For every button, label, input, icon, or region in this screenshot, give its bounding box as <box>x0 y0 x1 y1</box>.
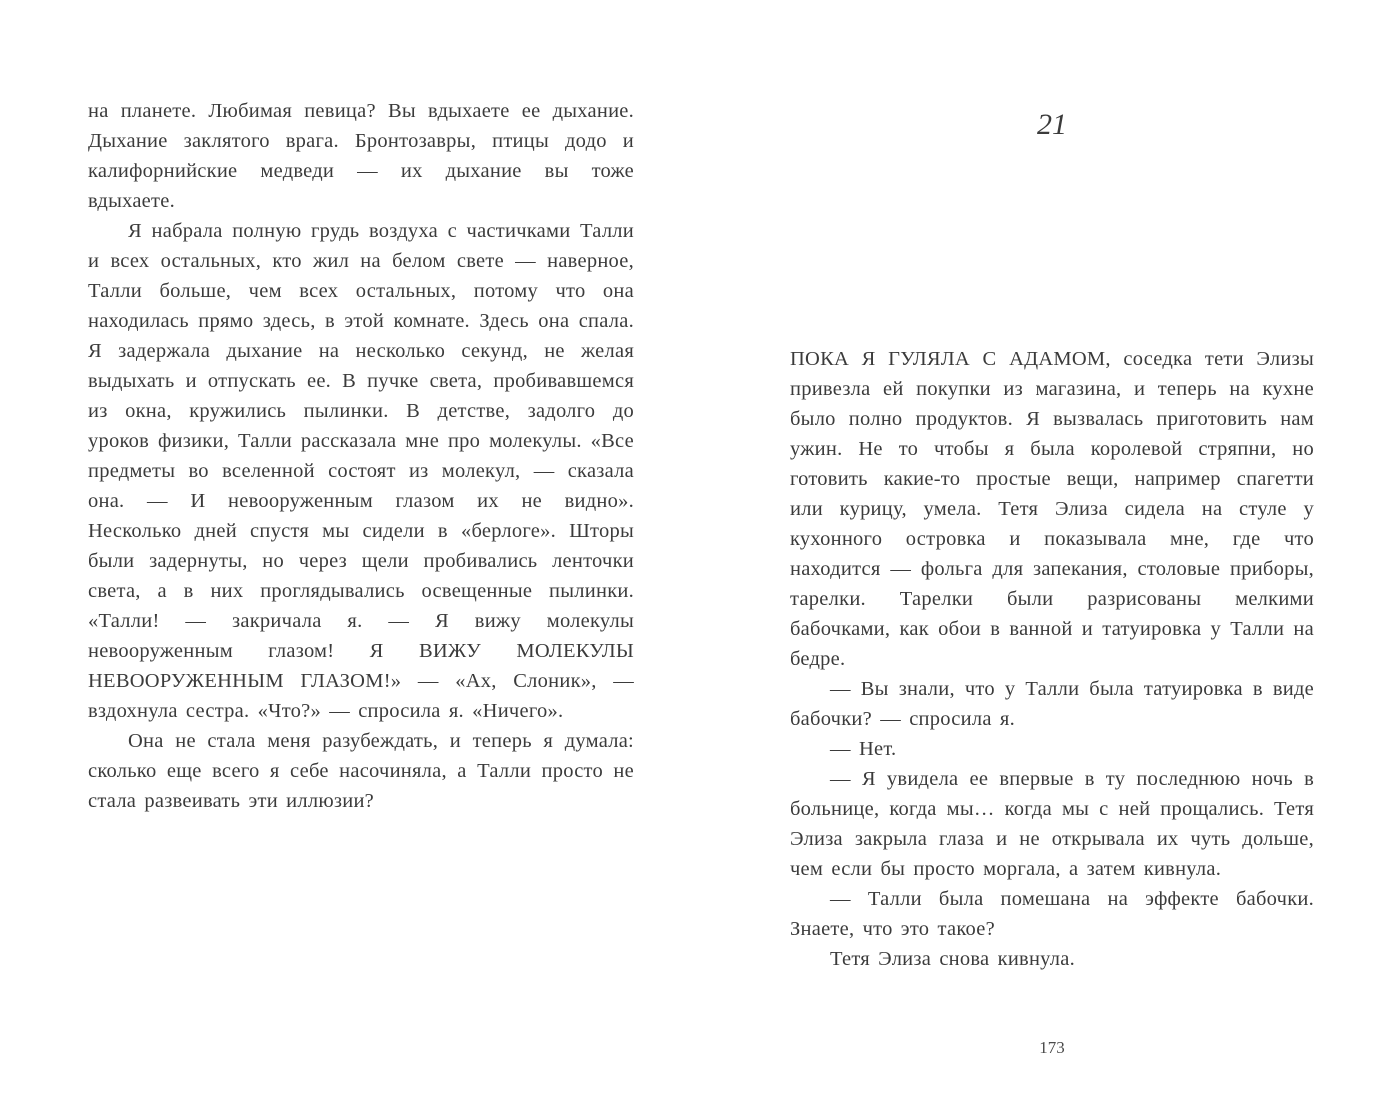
left-page-text <box>88 96 634 816</box>
paragraph: Я набрала полную грудь воздуха с частичками Талли и всех остальных, кто жил на белом свете — наверное, Талли больше, чем всех остальных, потому что она находилась прямо здесь, в этой комнате. Здесь она спала. Я задержала дыхание на несколько секунд, не желая выдыхать и отпускать ее. В пучке света, пробивавшемся из окна, кружились пылинки. В детстве, задолго до уроков физики, Талли рассказала мне про молекулы. «Все предметы во вселенной состоят из молекул, — сказала она. — И невооруженным глазом их не видно». Несколько дней спустя мы сидели в «берлоге». Шторы были задернуты, но через щели пробивались ленточки света, а в них проглядывались освещенные пылинки. «Талли! — закричала я. — Я вижу молекулы невооруженным глазом! Я ВИЖУ МОЛЕКУЛЫ НЕВООРУЖЕННЫМ ГЛАЗОМ!» — «Ах, Слоник», — вздохнула сестра. «Что?» — спросила я. «Ничего». <box>88 220 634 722</box>
paragraph: Она не стала меня разубеждать, и теперь я думала: сколько еще всего я себе насочиняла, а Талли просто не стала развеивать эти иллюзии? <box>88 730 634 812</box>
paragraph: на планете. Любимая певица? Вы вдыхаете ее дыхание. Дыхание заклятого врага. Бронтозавры, птицы додо и калифорнийские медведи — их дыхание вы тоже вдыхаете. <box>88 100 634 212</box>
paragraph: Тетя Элиза снова кивнула. <box>830 948 1075 970</box>
right-page-text <box>790 344 1314 974</box>
chapter-number: 21 <box>1037 108 1067 141</box>
paragraph: — Нет. <box>830 738 897 760</box>
paragraph: — Я увидела ее впервые в ту последнюю ночь в больнице, когда мы… когда мы с ней прощались. Тетя Элиза закрыла глаза и не открывала их чуть дольше, чем если бы просто моргала, а затем кивнула. <box>790 768 1314 880</box>
paragraph: — Талли была помешана на эффекте бабочки. Знаете, что это такое? <box>790 888 1314 940</box>
paragraph: ПОКА Я ГУЛЯЛА С АДАМОМ, соседка тети Элизы привезла ей покупки из магазина, и теперь на кухне было полно продуктов. Я вызвалась приготовить нам ужин. Не то чтобы я была королевой стряпни, но готовить какие-то простые вещи, например спагетти или курицу, умела. Тетя Элиза сидела на стуле у кухонного островка и показывала мне, где что находится — фольга для запекания, столовые приборы, тарелки. Тарелки были разрисованы мелкими бабочками, как обои в ванной и татуировка у Талли на бедре. <box>790 348 1314 670</box>
page-number: 173 <box>1039 1038 1065 1057</box>
paragraph: — Вы знали, что у Талли была татуировка в виде бабочки? — спросила я. <box>790 678 1314 730</box>
